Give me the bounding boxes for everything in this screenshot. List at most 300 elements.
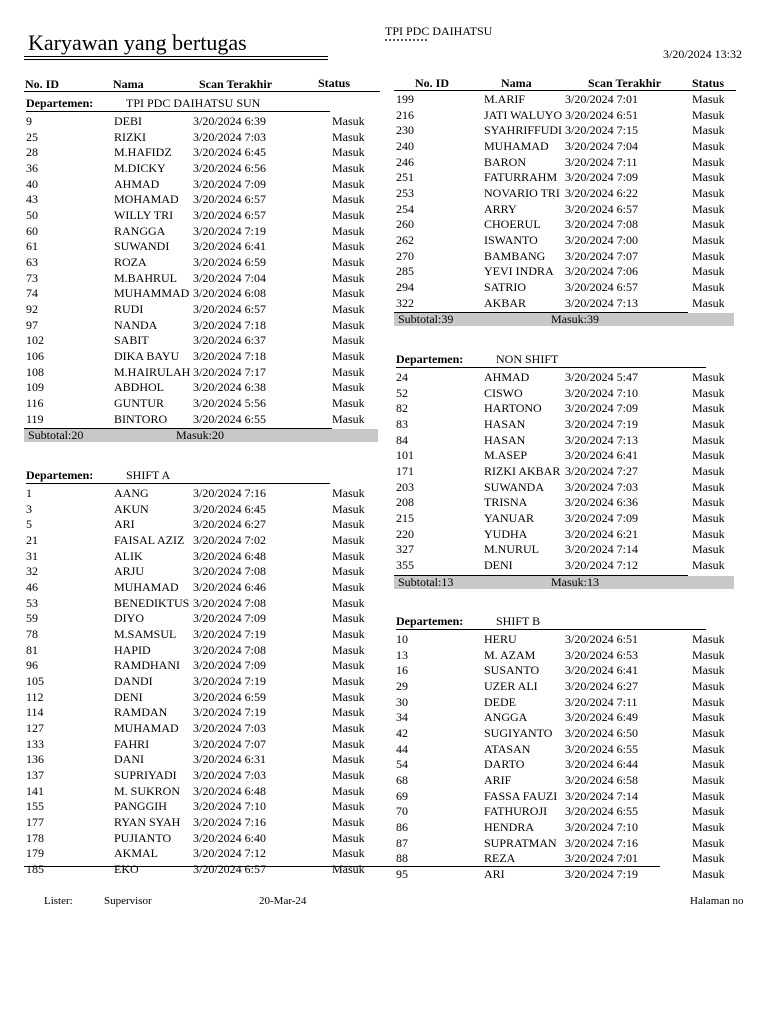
- cell-id: 97: [26, 317, 38, 332]
- table-row: [396, 742, 736, 758]
- cell-id: 251: [396, 170, 414, 185]
- cell-scan-time: 3/20/2024 6:55: [193, 411, 267, 426]
- cell-name: FATHUROJI: [484, 804, 548, 819]
- table-row: [396, 448, 736, 464]
- subtotal-masuk: Masuk:39: [551, 312, 599, 327]
- cell-scan-time: 3/20/2024 7:10: [565, 820, 639, 835]
- table-row: [26, 502, 380, 518]
- cell-name: MUHAMMAD: [114, 286, 190, 301]
- table-row: [26, 380, 380, 396]
- cell-status: Masuk: [692, 511, 725, 526]
- cell-name: FASSA FAUZI: [484, 788, 558, 803]
- table-row: [26, 302, 380, 318]
- cell-id: 246: [396, 154, 414, 169]
- department-underline: [396, 629, 706, 630]
- cell-id: 105: [26, 674, 44, 689]
- table-row: [26, 255, 380, 271]
- cell-status: Masuk: [692, 773, 725, 788]
- table-row: [26, 752, 380, 768]
- cell-scan-time: 3/20/2024 6:59: [193, 689, 267, 704]
- cell-id: 96: [26, 658, 38, 673]
- cell-status: Masuk: [692, 835, 725, 850]
- cell-id: 13: [396, 647, 408, 662]
- cell-name: DEBI: [114, 114, 142, 128]
- table-row: [26, 486, 380, 502]
- cell-id: 216: [396, 107, 414, 122]
- cell-id: 68: [396, 773, 408, 788]
- cell-status: Masuk: [692, 385, 725, 400]
- cell-status: Masuk: [692, 726, 725, 741]
- cell-status: Masuk: [332, 317, 365, 332]
- cell-id: 203: [396, 479, 414, 494]
- cell-scan-time: 3/20/2024 6:57: [193, 302, 267, 317]
- cell-id: 254: [396, 201, 414, 216]
- subtotal-count: Subtotal:13: [398, 574, 454, 589]
- cell-status: Masuk: [332, 302, 365, 317]
- col-header-scan-right: Scan Terakhir: [588, 76, 662, 90]
- cell-id: 141: [26, 783, 44, 798]
- cell-name: AKMAL: [114, 846, 158, 861]
- cell-status: Masuk: [332, 380, 365, 395]
- table-row: [396, 123, 736, 139]
- cell-scan-time: 3/20/2024 6:50: [565, 726, 639, 741]
- cell-status: Masuk: [332, 176, 365, 191]
- table-row: [26, 784, 380, 800]
- cell-status: Masuk: [692, 186, 725, 201]
- cell-id: 230: [396, 123, 414, 138]
- cell-name: DARTO: [484, 757, 525, 772]
- table-row: [396, 139, 736, 155]
- cell-name: SABIT: [114, 333, 149, 348]
- cell-id: 155: [26, 799, 44, 814]
- cell-status: Masuk: [692, 432, 725, 447]
- cell-scan-time: 3/20/2024 7:07: [193, 736, 267, 751]
- cell-scan-time: 3/20/2024 7:13: [565, 432, 639, 447]
- cell-status: Masuk: [332, 846, 365, 861]
- cell-name: ATASAN: [484, 741, 531, 756]
- table-row: [26, 705, 380, 721]
- cell-id: 63: [26, 255, 38, 270]
- department-name: SHIFT B: [496, 614, 541, 628]
- cell-id: 136: [26, 752, 44, 767]
- cell-status: Masuk: [692, 464, 725, 479]
- table-row: [26, 768, 380, 784]
- cell-name: ARI: [484, 867, 505, 882]
- cell-name: ABDHOL: [114, 380, 164, 395]
- cell-status: Masuk: [332, 129, 365, 144]
- cell-id: 83: [396, 417, 408, 432]
- cell-scan-time: 3/20/2024 7:27: [565, 464, 639, 479]
- cell-scan-time: 3/20/2024 6:27: [565, 679, 639, 694]
- table-row: [26, 596, 380, 612]
- cell-name: DIKA BAYU: [114, 349, 180, 364]
- cell-status: Masuk: [692, 788, 725, 803]
- cell-name: M.HAFIDZ: [114, 145, 172, 160]
- cell-id: 270: [396, 248, 414, 263]
- cell-id: 10: [396, 632, 408, 646]
- cell-scan-time: 3/20/2024 6:57: [193, 192, 267, 207]
- table-row: [396, 92, 736, 108]
- cell-scan-time: 3/20/2024 7:13: [565, 295, 639, 310]
- cell-status: Masuk: [332, 333, 365, 348]
- table-row: [26, 177, 380, 193]
- cell-id: 102: [26, 333, 44, 348]
- cell-scan-time: 3/20/2024 6:31: [193, 752, 267, 767]
- table-row: [26, 611, 380, 627]
- cell-name: DANI: [114, 752, 144, 767]
- table-row: [26, 365, 380, 381]
- cell-scan-time: 3/20/2024 6:55: [565, 804, 639, 819]
- cell-id: 133: [26, 736, 44, 751]
- cell-name: M.ASEP: [484, 448, 528, 463]
- department-header: [396, 352, 736, 368]
- cell-status: Masuk: [332, 411, 365, 426]
- table-row: [26, 799, 380, 815]
- cell-name: SUWANDI: [114, 239, 170, 254]
- cell-name: M.ARIF: [484, 92, 526, 106]
- department-section: [26, 468, 380, 878]
- col-header-name-right: Nama: [501, 76, 532, 90]
- cell-name: SUWANDA: [484, 479, 544, 494]
- table-row: [26, 674, 380, 690]
- table-row: [26, 224, 380, 240]
- subtotal-bar: [24, 429, 378, 442]
- cell-scan-time: 3/20/2024 7:03: [193, 721, 267, 736]
- cell-scan-time: 3/20/2024 7:19: [193, 627, 267, 642]
- cell-name: MUHAMAD: [114, 721, 179, 736]
- cell-name: NOVARIO TRI: [484, 186, 560, 201]
- cell-status: Masuk: [332, 517, 365, 532]
- cell-scan-time: 3/20/2024 7:10: [565, 385, 639, 400]
- table-row: [26, 690, 380, 706]
- cell-name: YEVI INDRA: [484, 264, 554, 279]
- cell-name: M.HAIRULAH: [114, 364, 191, 379]
- cell-scan-time: 3/20/2024 6:45: [193, 145, 267, 160]
- department-section: [396, 352, 736, 589]
- cell-scan-time: 3/20/2024 6:57: [565, 280, 639, 295]
- cell-id: 3: [26, 501, 32, 516]
- cell-name: NANDA: [114, 317, 158, 332]
- table-row: [26, 627, 380, 643]
- subtotal-count: Subtotal:39: [398, 312, 454, 327]
- cell-scan-time: 3/20/2024 7:10: [193, 799, 267, 814]
- cell-id: 127: [26, 721, 44, 736]
- cell-id: 253: [396, 186, 414, 201]
- table-row: [396, 155, 736, 171]
- cell-id: 24: [396, 370, 408, 384]
- cell-status: Masuk: [692, 632, 725, 646]
- cell-id: 86: [396, 820, 408, 835]
- cell-status: Masuk: [332, 255, 365, 270]
- cell-status: Masuk: [332, 689, 365, 704]
- table-row: [26, 831, 380, 847]
- cell-scan-time: 3/20/2024 6:57: [193, 862, 267, 877]
- cell-id: 109: [26, 380, 44, 395]
- cell-scan-time: 3/20/2024 7:08: [193, 595, 267, 610]
- cell-status: Masuk: [332, 705, 365, 720]
- cell-name: RIZKI: [114, 129, 146, 144]
- cell-status: Masuk: [692, 741, 725, 756]
- department-label: Departemen:: [396, 352, 464, 366]
- cell-name: PUJIANTO: [114, 830, 172, 845]
- cell-id: 92: [26, 302, 38, 317]
- table-row: [26, 721, 380, 737]
- title-underline-2: [24, 59, 328, 60]
- cell-scan-time: 3/20/2024 6:41: [193, 239, 267, 254]
- cell-id: 74: [26, 286, 38, 301]
- table-row: [396, 757, 736, 773]
- cell-name: DIYO: [114, 611, 144, 626]
- table-row: [396, 804, 736, 820]
- cell-status: Masuk: [332, 349, 365, 364]
- table-row: [396, 836, 736, 852]
- cell-status: Masuk: [332, 286, 365, 301]
- cell-name: SUSANTO: [484, 663, 540, 678]
- table-row: [26, 192, 380, 208]
- cell-name: HERU: [484, 632, 517, 646]
- cell-status: Masuk: [332, 830, 365, 845]
- cell-name: SYAHRIFFUDI: [484, 123, 563, 138]
- cell-scan-time: 3/20/2024 7:12: [565, 558, 639, 573]
- cell-status: Masuk: [332, 627, 365, 642]
- cell-name: M.DICKY: [114, 161, 166, 176]
- table-row: [396, 663, 736, 679]
- cell-scan-time: 3/20/2024 7:11: [565, 154, 638, 169]
- table-row: [396, 542, 736, 558]
- table-row: [26, 549, 380, 565]
- cell-name: RANGGA: [114, 223, 166, 238]
- cell-name: RYAN SYAH: [114, 815, 181, 830]
- cell-id: 50: [26, 208, 38, 223]
- cell-name: FAHRI: [114, 736, 150, 751]
- cell-name: FATURRAHM: [484, 170, 558, 185]
- department-label: Departemen:: [26, 468, 94, 482]
- cell-id: 1: [26, 486, 32, 500]
- cell-status: Masuk: [332, 768, 365, 783]
- cell-id: 116: [26, 396, 44, 411]
- cell-id: 60: [26, 223, 38, 238]
- department-header: [26, 468, 380, 484]
- cell-name: UZER ALI: [484, 679, 538, 694]
- cell-scan-time: 3/20/2024 7:16: [193, 486, 267, 500]
- table-row: [396, 464, 736, 480]
- cell-status: Masuk: [692, 170, 725, 185]
- cell-id: 53: [26, 595, 38, 610]
- cell-name: BARON: [484, 154, 527, 169]
- cell-status: Masuk: [692, 233, 725, 248]
- cell-status: Masuk: [692, 201, 725, 216]
- cell-status: Masuk: [332, 862, 365, 877]
- cell-scan-time: 3/20/2024 6:48: [193, 783, 267, 798]
- table-row: [396, 401, 736, 417]
- footer-lister: Supervisor: [104, 895, 152, 907]
- table-row: [26, 862, 380, 878]
- table-row: [26, 658, 380, 674]
- table-row: [396, 867, 736, 883]
- cell-scan-time: 3/20/2024 7:16: [565, 835, 639, 850]
- cell-name: CHOERUL: [484, 217, 541, 232]
- cell-id: 40: [26, 176, 38, 191]
- table-row: [26, 815, 380, 831]
- footer-rule: [24, 866, 660, 867]
- cell-scan-time: 3/20/2024 7:04: [565, 139, 639, 154]
- cell-name: HAPID: [114, 642, 151, 657]
- cell-status: Masuk: [332, 564, 365, 579]
- cell-scan-time: 3/20/2024 7:14: [565, 542, 639, 557]
- cell-name: PANGGIH: [114, 799, 167, 814]
- cell-status: Masuk: [332, 611, 365, 626]
- table-row: [396, 433, 736, 449]
- cell-id: 34: [396, 710, 408, 725]
- table-row: [396, 417, 736, 433]
- cell-name: GUNTUR: [114, 396, 164, 411]
- cell-id: 220: [396, 526, 414, 541]
- cell-scan-time: 3/20/2024 6:27: [193, 517, 267, 532]
- table-row: [396, 108, 736, 124]
- table-row: [396, 632, 736, 648]
- cell-id: 137: [26, 768, 44, 783]
- cell-id: 171: [396, 464, 414, 479]
- cell-status: Masuk: [692, 542, 725, 557]
- cell-name: CISWO: [484, 385, 523, 400]
- cell-status: Masuk: [692, 820, 725, 835]
- cell-scan-time: 3/20/2024 7:03: [193, 768, 267, 783]
- title-underline: [24, 56, 328, 57]
- cell-status: Masuk: [692, 663, 725, 678]
- footer-lister-label: Lister:: [44, 895, 73, 907]
- cell-id: 69: [396, 788, 408, 803]
- cell-scan-time: 3/20/2024 6:51: [565, 107, 639, 122]
- cell-scan-time: 3/20/2024 7:02: [193, 533, 267, 548]
- cell-status: Masuk: [692, 123, 725, 138]
- department-name: NON SHIFT: [496, 352, 559, 366]
- table-row: [396, 202, 736, 218]
- cell-scan-time: 3/20/2024 7:17: [193, 364, 267, 379]
- cell-scan-time: 3/20/2024 7:09: [193, 611, 267, 626]
- department-section: [396, 92, 736, 326]
- cell-status: Masuk: [332, 192, 365, 207]
- cell-id: 82: [396, 401, 408, 416]
- table-row: [26, 564, 380, 580]
- table-row: [26, 333, 380, 349]
- cell-name: HARTONO: [484, 401, 542, 416]
- cell-id: 32: [26, 564, 38, 579]
- table-row: [26, 533, 380, 549]
- cell-name: JATI WALUYO: [484, 107, 563, 122]
- cell-status: Masuk: [332, 815, 365, 830]
- cell-status: Masuk: [332, 580, 365, 595]
- cell-name: ARRY: [484, 201, 517, 216]
- cell-status: Masuk: [692, 154, 725, 169]
- cell-scan-time: 3/20/2024 6:45: [193, 501, 267, 516]
- cell-id: 30: [396, 694, 408, 709]
- table-row: [26, 145, 380, 161]
- table-row: [396, 820, 736, 836]
- cell-id: 199: [396, 92, 414, 106]
- cell-status: Masuk: [332, 396, 365, 411]
- cell-name: SUPRIYADI: [114, 768, 177, 783]
- cell-id: 119: [26, 411, 44, 426]
- cell-scan-time: 3/20/2024 7:08: [193, 564, 267, 579]
- cell-status: Masuk: [332, 736, 365, 751]
- table-row: [396, 648, 736, 664]
- cell-scan-time: 3/20/2024 6:39: [193, 114, 267, 128]
- cell-scan-time: 3/20/2024 7:00: [565, 233, 639, 248]
- table-row: [396, 217, 736, 233]
- cell-scan-time: 3/20/2024 6:58: [565, 773, 639, 788]
- cell-name: ISWANTO: [484, 233, 538, 248]
- cell-id: 87: [396, 835, 408, 850]
- subtotal-count: Subtotal:20: [28, 428, 84, 443]
- cell-status: Masuk: [332, 533, 365, 548]
- cell-name: M.SAMSUL: [114, 627, 177, 642]
- cell-name: TRISNA: [484, 495, 528, 510]
- cell-status: Masuk: [692, 295, 725, 310]
- cell-scan-time: 3/20/2024 7:19: [193, 674, 267, 689]
- cell-scan-time: 3/20/2024 7:09: [193, 658, 267, 673]
- cell-status: Masuk: [332, 783, 365, 798]
- cell-id: 29: [396, 679, 408, 694]
- col-header-status-right: Status: [692, 76, 725, 90]
- cell-status: Masuk: [332, 501, 365, 516]
- cell-name: M. SUKRON: [114, 783, 181, 798]
- cell-scan-time: 3/20/2024 6:08: [193, 286, 267, 301]
- table-row: [26, 580, 380, 596]
- cell-scan-time: 3/20/2024 6:40: [193, 830, 267, 845]
- cell-name: DENI: [484, 558, 513, 573]
- cell-status: Masuk: [332, 799, 365, 814]
- cell-id: 208: [396, 495, 414, 510]
- department-name: TPI PDC DAIHATSU SUN: [126, 96, 261, 110]
- cell-id: 44: [396, 741, 408, 756]
- cell-id: 52: [396, 385, 408, 400]
- cell-name: BAMBANG: [484, 248, 546, 263]
- cell-name: DENI: [114, 689, 143, 704]
- cell-id: 73: [26, 270, 38, 285]
- report-title: Karyawan yang bertugas: [28, 30, 247, 55]
- cell-id: 260: [396, 217, 414, 232]
- cell-scan-time: 3/20/2024 6:36: [565, 495, 639, 510]
- table-row: [396, 695, 736, 711]
- cell-scan-time: 3/20/2024 6:46: [193, 580, 267, 595]
- cell-id: 355: [396, 558, 414, 573]
- cell-name: HASAN: [484, 432, 526, 447]
- cell-scan-time: 3/20/2024 5:56: [193, 396, 267, 411]
- table-row: [26, 286, 380, 302]
- department-label: Departemen:: [26, 96, 94, 110]
- cell-id: 21: [26, 533, 38, 548]
- cell-id: 61: [26, 239, 38, 254]
- cell-scan-time: 3/20/2024 7:08: [565, 217, 639, 232]
- cell-name: YANUAR: [484, 511, 535, 526]
- cell-id: 70: [396, 804, 408, 819]
- cell-status: Masuk: [332, 595, 365, 610]
- cell-name: HENDRA: [484, 820, 534, 835]
- table-row: [396, 527, 736, 543]
- cell-status: Masuk: [332, 114, 365, 128]
- cell-name: EKO: [114, 862, 139, 877]
- cell-scan-time: 3/20/2024 7:09: [565, 401, 639, 416]
- cell-status: Masuk: [692, 401, 725, 416]
- cell-status: Masuk: [332, 208, 365, 223]
- cell-name: ALIK: [114, 548, 143, 563]
- col-header-scan: Scan Terakhir: [199, 77, 273, 91]
- cell-scan-time: 3/20/2024 6:53: [565, 647, 639, 662]
- cell-status: Masuk: [692, 217, 725, 232]
- company-subline: [385, 39, 427, 41]
- cell-scan-time: 3/20/2024 6:22: [565, 186, 639, 201]
- cell-name: ARJU: [114, 564, 145, 579]
